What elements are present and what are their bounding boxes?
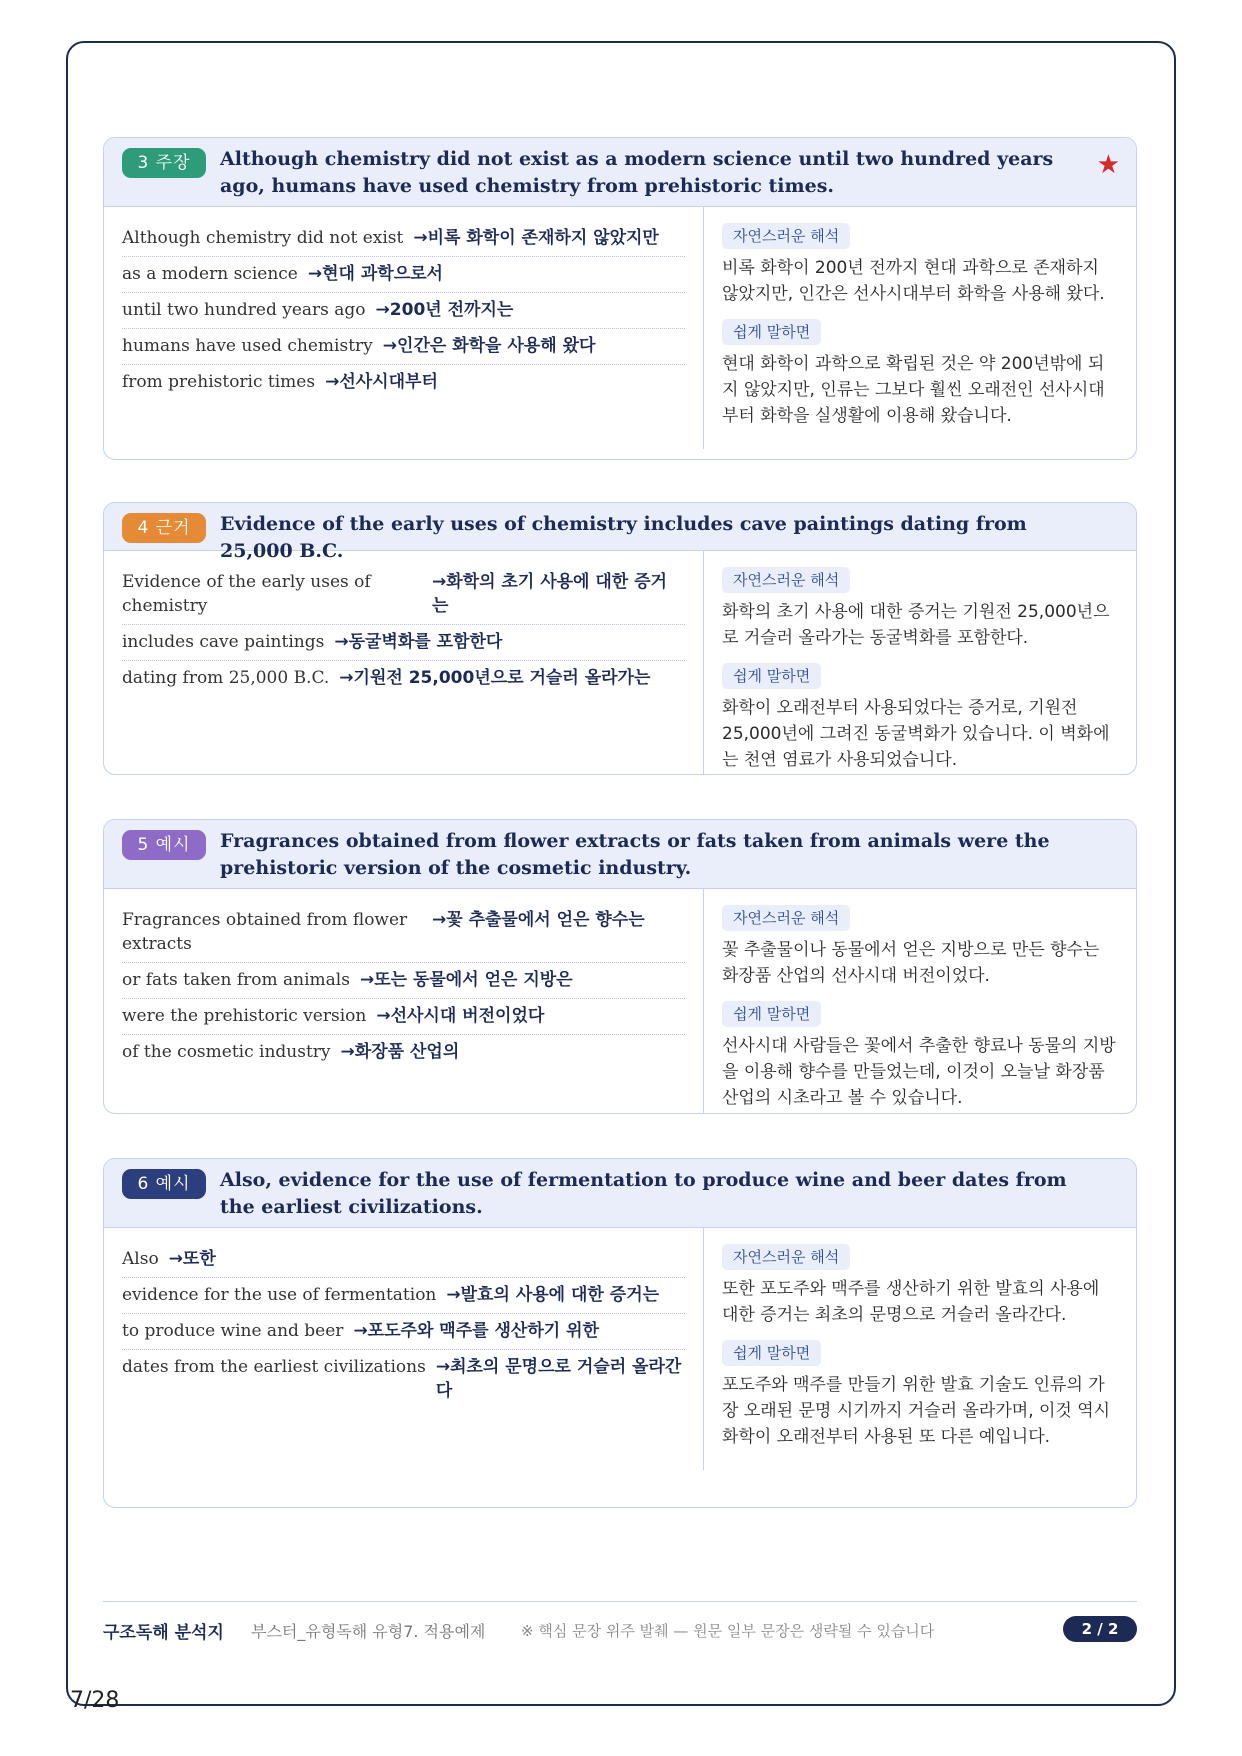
chunk-list: [104, 889, 704, 1114]
key-sentence: Also, evidence for the use of fermentation to produce wine and beer dates from the earliest civilizations.: [220, 1169, 1067, 1218]
sentence-badge: 5 예시: [122, 830, 206, 860]
chunk-english: of the cosmetic industry: [122, 1042, 331, 1062]
chunk-row: [122, 1278, 685, 1314]
chunk-korean: →화학의 초기 사용에 대한 증거는: [432, 572, 667, 616]
card-body: [104, 889, 1136, 1114]
chunk-english: until two hundred years ago: [122, 300, 366, 320]
analysis-card-4: [103, 502, 1137, 775]
chunk-korean: →최초의 문명으로 거슬러 올라간다: [435, 1357, 682, 1401]
document-page-count: 7/28: [70, 1688, 120, 1713]
chunk-row: [122, 329, 685, 365]
translation-panel: [704, 207, 1136, 449]
chunk-row: [122, 293, 685, 329]
chunk-korean: →선사시대 버전이었다: [376, 1006, 545, 1026]
chunk-korean: →현대 과학으로서: [307, 264, 443, 284]
chunk-row: [122, 999, 685, 1035]
chunk-korean: →기원전 25,000년으로 거슬러 올라가는: [339, 668, 651, 688]
chunk-english: Also: [122, 1249, 159, 1269]
analysis-card-6: [103, 1158, 1137, 1508]
chunk-row: [122, 625, 685, 661]
chunk-row: [122, 565, 685, 625]
chunk-english: humans have used chemistry: [122, 336, 373, 356]
chunk-korean: →또는 동물에서 얻은 지방은: [359, 970, 573, 990]
chunk-korean: →인간은 화학을 사용해 왔다: [382, 336, 596, 356]
natural-translation: 화학의 초기 사용에 대한 증거는 기원전 25,000년으로 거슬러 올라가는 동굴벽화를 포함한다.: [722, 602, 1110, 648]
key-sentence: Fragrances obtained from flower extracts or fats taken from animals were the prehistoric version of the cosmetic industry.: [220, 830, 1050, 879]
chunk-english: as a modern science: [122, 264, 298, 284]
chunk-english: dates from the earliest civilizations: [122, 1357, 426, 1377]
footer: [103, 1614, 1137, 1644]
key-sentence: Evidence of the early uses of chemistry includes cave paintings dating from 25,000 B.C.: [220, 513, 1027, 562]
chunk-korean: →비록 화학이 존재하지 않았지만: [413, 228, 659, 248]
card-body: [104, 1228, 1136, 1470]
card-body: [104, 207, 1136, 449]
chunk-row: [122, 661, 685, 696]
key-sentence: Although chemistry did not exist as a modern science until two hundred years ago, humans have used chemistry from prehistoric times.: [220, 148, 1054, 197]
footer-divider: [103, 1601, 1137, 1602]
chunk-english: Evidence of the early uses of chemistry: [122, 572, 371, 616]
chunk-english: were the prehistoric version: [122, 1006, 367, 1026]
easy-explanation-label: 쉽게 말하면: [722, 319, 821, 345]
translation-panel: [704, 551, 1136, 775]
chunk-english: includes cave paintings: [122, 632, 325, 652]
translation-panel: [704, 1228, 1136, 1470]
footer-subtitle: 부스터_유형독해 유형7. 적용예제: [251, 1622, 486, 1641]
chunk-row: [122, 221, 685, 257]
easy-explanation-label: 쉽게 말하면: [722, 1001, 821, 1027]
chunk-english: Although chemistry did not exist: [122, 228, 404, 248]
chunk-english: Fragrances obtained from flower extracts: [122, 910, 408, 954]
easy-explanation: 포도주와 맥주를 만들기 위한 발효 기술도 인류의 가장 오래된 문명 시기까지 거슬러 올라가며, 이것 역시 화학이 오래전부터 사용된 또 다른 예입니다.: [722, 1375, 1111, 1447]
chunk-row: [122, 963, 685, 999]
chunk-korean: →발효의 사용에 대한 증거는: [446, 1285, 660, 1305]
footer-note: ※ 핵심 문장 위주 발췌 — 원문 일부 문장은 생략될 수 있습니다: [521, 1622, 935, 1640]
chunk-row: [122, 1035, 685, 1070]
page-indicator: 2 / 2: [1063, 1616, 1137, 1642]
easy-explanation: 선사시대 사람들은 꽃에서 추출한 향료나 동물의 지방을 이용해 향수를 만들었는데, 이것이 오늘날 화장품 산업의 시초라고 볼 수 있습니다.: [722, 1036, 1116, 1108]
chunk-korean: →동굴벽화를 포함한다: [334, 632, 503, 652]
sentence-badge: 3 주장: [122, 148, 206, 178]
chunk-korean: →꽃 추출물에서 얻은 향수는: [432, 910, 645, 930]
chunk-english: evidence for the use of fermentation: [122, 1285, 437, 1305]
chunk-korean: →화장품 산업의: [340, 1042, 460, 1062]
natural-translation: 꽃 추출물이나 동물에서 얻은 지방으로 만든 향수는 화장품 산업의 선사시대 버전이었다.: [722, 940, 1100, 986]
chunk-row: [122, 903, 685, 963]
easy-explanation: 현대 화학이 과학으로 확립된 것은 약 200년밖에 되지 않았지만, 인류는 그보다 훨씬 오래전인 선사시대부터 화학을 실생활에 이용해 왔습니다.: [722, 354, 1105, 426]
chunk-english: to produce wine and beer: [122, 1321, 344, 1341]
analysis-card-5: [103, 819, 1137, 1114]
chunk-row: [122, 1314, 685, 1350]
card-body: [104, 551, 1136, 775]
chunk-row: [122, 365, 685, 400]
chunk-korean: →또한: [168, 1249, 216, 1269]
natural-translation-label: 자연스러운 해석: [722, 905, 850, 931]
card-header: [104, 820, 1136, 889]
easy-explanation: 화학이 오래전부터 사용되었다는 증거로, 기원전 25,000년에 그려진 동굴벽화가 있습니다. 이 벽화에는 천연 염료가 사용되었습니다.: [722, 698, 1110, 770]
natural-translation: 비록 화학이 200년 전까지 현대 과학으로 존재하지 않았지만, 인간은 선사시대부터 화학을 사용해 왔다.: [722, 258, 1105, 304]
card-header: [104, 138, 1136, 207]
card-header: [104, 503, 1136, 562]
chunk-english: from prehistoric times: [122, 372, 316, 392]
analysis-card-3: [103, 137, 1137, 460]
natural-translation-label: 자연스러운 해석: [722, 1244, 850, 1270]
natural-translation-label: 자연스러운 해석: [722, 223, 850, 249]
chunk-korean: →포도주와 맥주를 생산하기 위한: [353, 1321, 599, 1341]
chunk-list: [104, 551, 704, 775]
chunk-list: [104, 207, 704, 449]
chunk-english: or fats taken from animals: [122, 970, 350, 990]
sentence-badge: 6 예시: [122, 1169, 206, 1199]
chunk-korean: →200년 전까지는: [375, 300, 514, 320]
chunk-list: [104, 1228, 704, 1470]
star-icon: ★: [1096, 150, 1120, 180]
card-header: [104, 1159, 1136, 1228]
natural-translation: 또한 포도주와 맥주를 생산하기 위한 발효의 사용에 대한 증거는 최초의 문명으로 거슬러 올라간다.: [722, 1279, 1100, 1325]
translation-panel: [704, 889, 1136, 1114]
natural-translation-label: 자연스러운 해석: [722, 567, 850, 593]
footer-title: 구조독해 분석지: [103, 1623, 224, 1643]
easy-explanation-label: 쉽게 말하면: [722, 663, 821, 689]
chunk-korean: →선사시대부터: [325, 372, 438, 392]
easy-explanation-label: 쉽게 말하면: [722, 1340, 821, 1366]
chunk-row: [122, 1242, 685, 1278]
chunk-english: dating from 25,000 B.C.: [122, 668, 330, 688]
chunk-row: [122, 1350, 685, 1409]
sentence-badge: 4 근거: [122, 513, 206, 543]
chunk-row: [122, 257, 685, 293]
